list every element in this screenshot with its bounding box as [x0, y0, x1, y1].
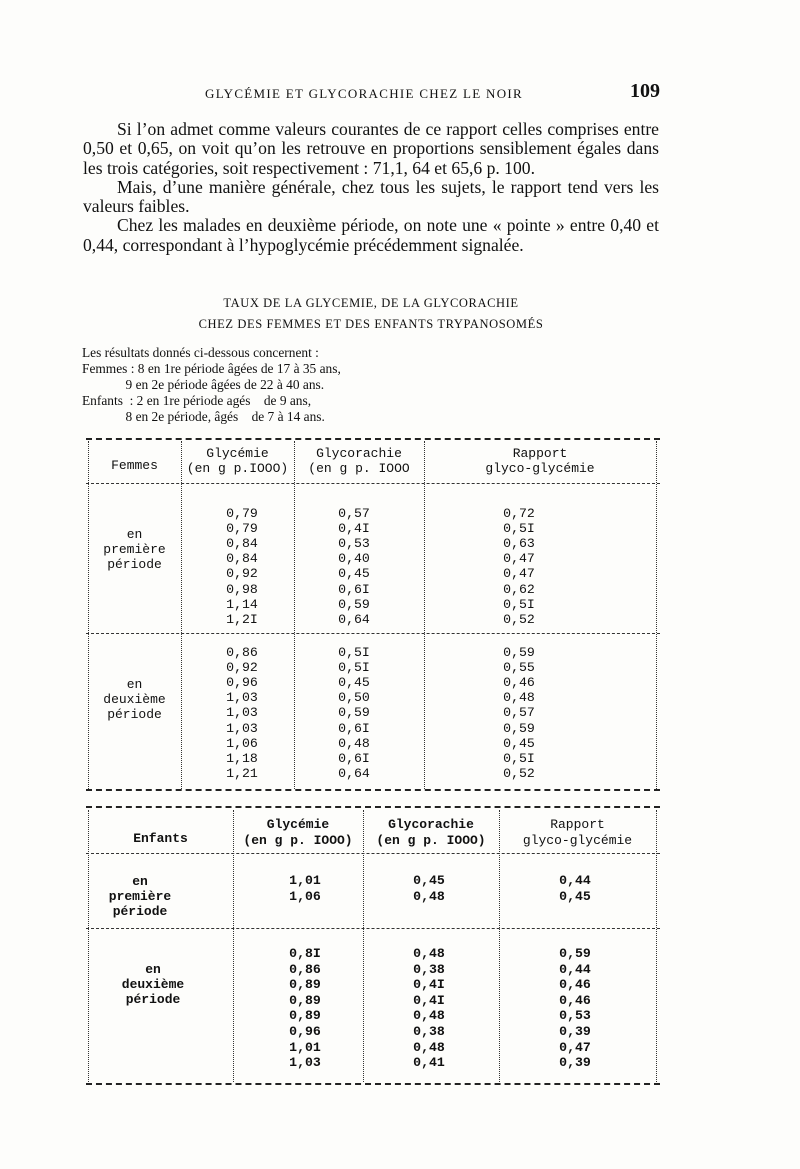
glycorachie-value: 0,48	[413, 888, 445, 904]
rapport-value: 0,57	[503, 705, 535, 721]
paragraph: Si l’on admet comme valeurs courantes de ce rapport celles comprises entre 0,50 et 0,65, on voit qu’on les retrouve en proportions sensiblement égales dans les trois catégories, soit respectivement : 71,1, 64 et 65,6 p. 100.	[83, 119, 659, 178]
rapport-value: 0,46	[559, 977, 591, 993]
rapport-value: 0,59	[559, 946, 591, 961]
group-label: période	[125, 992, 181, 1007]
glycemie-value: 0,86	[289, 961, 321, 977]
glycorachie-value: 0,6I	[338, 750, 370, 766]
column-separator	[656, 441, 657, 789]
glycorachie-value: 0,45	[338, 566, 370, 582]
table-rule	[86, 853, 660, 854]
rapport-value: 0,62	[503, 581, 535, 597]
glycorachie-value: 0,5I	[338, 660, 370, 676]
column-separator	[294, 441, 295, 789]
rapport-value: 0,47	[503, 566, 535, 582]
table-title-line-1: TAUX DE LA GLYCEMIE, DE LA GLYCORACHIE	[223, 296, 519, 310]
glycemie-value: 0,84	[226, 551, 258, 567]
glycemie-value: 1,03	[289, 1055, 321, 1071]
glycorachie-value: 0,48	[413, 1008, 445, 1024]
header-rapport-sub: glyco-glycémie	[485, 461, 595, 476]
rapport-value: 0,5I	[503, 596, 535, 612]
header-glycemie: Glycémie	[206, 446, 269, 461]
rapport-value: 0,39	[559, 1024, 591, 1039]
glycorachie-value: 0,50	[338, 690, 370, 706]
glycorachie-value: 0,5I	[338, 645, 370, 660]
glycorachie-value: 0,64	[338, 765, 370, 781]
column-separator	[233, 810, 234, 1082]
glycemie-value: 0,96	[289, 1024, 321, 1039]
rapport-value: 0,46	[559, 992, 591, 1008]
column-separator	[181, 441, 182, 789]
column-separator	[88, 810, 89, 1082]
group-label: en	[126, 527, 143, 542]
table-title-line-2: CHEZ DES FEMMES ET DES ENFANTS TRYPANOSOMÉS	[198, 317, 544, 331]
intro-line: 8 en 2e période, âgés de 7 à 14 ans.	[82, 409, 325, 424]
glycorachie-value: 0,4I	[413, 992, 445, 1008]
glycemie-value: 0,92	[226, 660, 258, 676]
rapport-value: 0,46	[503, 675, 535, 691]
glycorachie-value: 0,4I	[338, 521, 370, 537]
table-rule	[86, 1083, 660, 1085]
group-label: période	[112, 904, 168, 919]
body-text	[83, 120, 659, 255]
glycorachie-value: 0,48	[338, 735, 370, 751]
rapport-value: 0,47	[503, 551, 535, 567]
rapport-value: 0,5I	[503, 521, 535, 537]
glycemie-value: 0,98	[226, 581, 258, 597]
glycorachie-value: 0,6I	[338, 581, 370, 597]
header-rapport: Rapport	[512, 446, 568, 461]
table-rule	[86, 483, 660, 484]
rapport-value: 0,47	[559, 1039, 591, 1055]
group-label: deuxième	[121, 977, 185, 992]
rapport-value: 0,44	[559, 873, 591, 888]
rapport-value: 0,59	[503, 645, 535, 660]
glycorachie-value: 0,40	[338, 551, 370, 567]
glycorachie-value: 0,57	[338, 506, 370, 521]
glycemie-value: 1,06	[289, 888, 321, 904]
paragraph: Chez les malades en deuxième période, on note une « pointe » entre 0,40 et 0,44, correspondant à l’hypoglycémie précédemment signalée.	[83, 215, 659, 255]
group-label: deuxième	[103, 692, 166, 707]
glycorachie-value: 0,38	[413, 1024, 445, 1039]
glycorachie-value: 0,64	[338, 611, 370, 627]
rapport-value: 0,5I	[503, 750, 535, 766]
glycemie-value: 1,18	[226, 750, 258, 766]
table-rule	[86, 438, 660, 440]
rapport-value: 0,48	[503, 690, 535, 706]
glycemie-value: 1,21	[226, 765, 258, 781]
column-separator	[88, 441, 89, 789]
glycemie-value: 1,03	[226, 705, 258, 721]
glycemie-value: 1,06	[226, 735, 258, 751]
column-separator	[424, 441, 425, 789]
group-label: période	[107, 707, 162, 722]
rapport-value: 0,59	[503, 720, 535, 736]
glycorachie-value: 0,45	[413, 873, 445, 888]
glycorachie-value: 0,38	[413, 961, 445, 977]
header-glycorachie-unit: (en g p. IOOO	[308, 461, 410, 476]
glycemie-value: 1,03	[226, 690, 258, 706]
glycemie-value: 1,2I	[226, 611, 258, 627]
header-glycemie-unit: (en g p.IOOO)	[186, 461, 289, 476]
header-glycorachie: Glycorachie	[388, 817, 474, 832]
table-rule	[86, 789, 660, 791]
table-rule	[86, 928, 660, 929]
intro-line: Femmes : 8 en 1re période âgées de 17 à 35 ans,	[82, 361, 341, 376]
glycorachie-value: 0,41	[413, 1055, 445, 1071]
glycemie-value: 0,86	[226, 645, 258, 660]
glycemie-value: 0,8I	[289, 946, 321, 961]
glycorachie-value: 0,53	[338, 536, 370, 552]
header-glycorachie-unit: (en g p. IOOO)	[376, 833, 486, 848]
glycorachie-value: 0,6I	[338, 720, 370, 736]
header-glycemie: Glycémie	[266, 817, 330, 832]
group-label: période	[107, 557, 162, 572]
glycemie-value: 0,92	[226, 566, 258, 582]
page-number: 109	[630, 80, 660, 102]
glycorachie-value: 0,48	[413, 946, 445, 961]
glycemie-value: 0,84	[226, 536, 258, 552]
glycemie-value: 1,14	[226, 596, 258, 612]
group-label: en	[145, 962, 161, 977]
glycorachie-value: 0,59	[338, 596, 370, 612]
header-group: Femmes	[111, 458, 158, 473]
intro-line: 9 en 2e période âgées de 22 à 40 ans.	[82, 377, 325, 392]
group-label: en	[132, 874, 148, 889]
rapport-value: 0,45	[503, 735, 535, 751]
header-glycorachie: Glycorachie	[316, 446, 402, 461]
glycemie-value: 0,79	[226, 506, 258, 521]
rapport-value: 0,53	[559, 1008, 591, 1024]
table-rule	[86, 806, 660, 808]
column-separator	[499, 810, 500, 1082]
rapport-value: 0,72	[503, 506, 535, 521]
rapport-value: 0,55	[503, 660, 535, 676]
column-separator	[363, 810, 364, 1082]
rapport-value: 0,45	[559, 888, 591, 904]
header-group: Enfants	[133, 831, 188, 846]
group-label: première	[108, 889, 172, 904]
glycemie-value: 0,79	[226, 521, 258, 537]
intro-line: Enfants : 2 en 1re période agés de 9 ans,	[82, 393, 312, 408]
glycorachie-value: 0,45	[338, 675, 370, 691]
glycemie-value: 1,01	[289, 1039, 321, 1055]
header-rapport-sub: glyco-glycémie	[522, 833, 633, 848]
header-rapport: Rapport	[550, 817, 605, 832]
running-head: GLYCÉMIE ET GLYCORACHIE CHEZ LE NOIR	[205, 86, 524, 101]
glycemie-value: 0,89	[289, 1008, 321, 1024]
group-label: en	[126, 677, 143, 692]
rapport-value: 0,39	[559, 1055, 591, 1071]
rapport-value: 0,63	[503, 536, 535, 552]
glycorachie-value: 0,59	[338, 705, 370, 721]
intro-line: Les résultats donnés ci-dessous concernent :	[82, 345, 319, 360]
table-rule	[86, 633, 660, 634]
paragraph: Mais, d’une manière générale, chez tous les sujets, le rapport tend vers les valeurs faibles.	[83, 176, 659, 217]
glycemie-value: 1,01	[289, 873, 321, 888]
glycemie-value: 0,89	[289, 977, 321, 993]
glycemie-value: 1,03	[226, 720, 258, 736]
rapport-value: 0,52	[503, 765, 535, 781]
rapport-value: 0,52	[503, 611, 535, 627]
table-intro	[82, 345, 341, 425]
glycemie-value: 0,96	[226, 675, 258, 691]
glycemie-value: 0,89	[289, 992, 321, 1008]
column-separator	[656, 810, 657, 1082]
glycorachie-value: 0,4I	[413, 977, 445, 993]
group-label: première	[103, 542, 166, 557]
header-glycemie-unit: (en g p. IOOO)	[243, 833, 353, 848]
glycorachie-value: 0,48	[413, 1039, 445, 1055]
rapport-value: 0,44	[559, 961, 591, 977]
